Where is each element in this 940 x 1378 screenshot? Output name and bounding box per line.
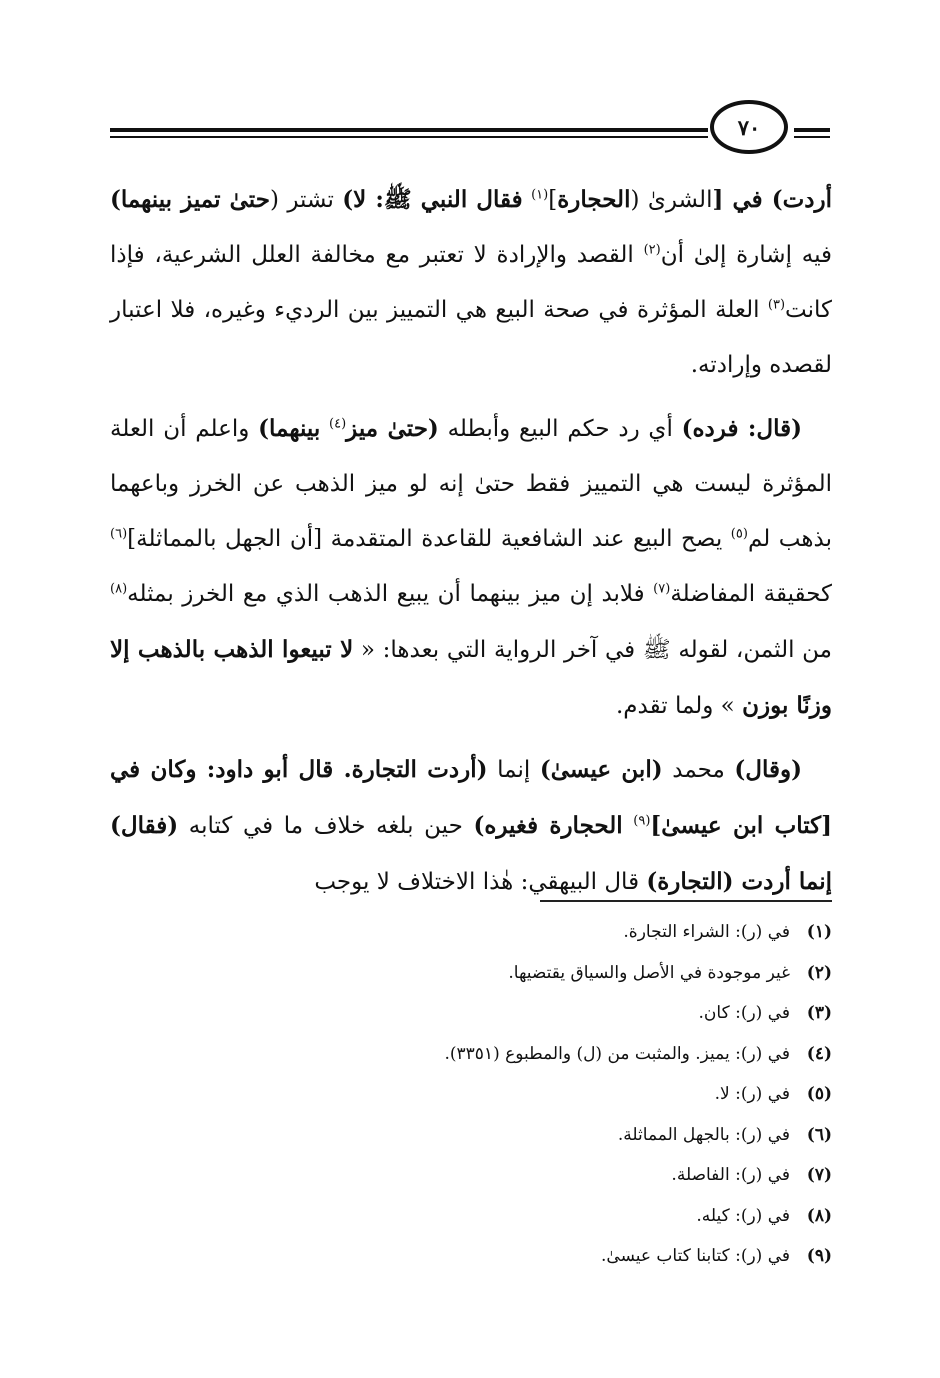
paragraph	[110, 401, 832, 734]
header-rule-thin	[110, 136, 708, 138]
hadith-text: لا تبيعوا الذهب بالذهب إلا وزنًا بوزن	[110, 636, 832, 719]
commentary-text: إنما	[487, 757, 540, 783]
footnote-number: (٨)	[806, 1205, 832, 1226]
hadith-text: فقال النبي ﷺ: لا)	[342, 186, 523, 213]
paragraph	[110, 742, 832, 910]
hadith-text: بينهما)	[258, 415, 321, 442]
footnote-number: (٣)	[806, 1003, 832, 1023]
hadith-text: الحجارة	[557, 186, 631, 213]
page-number-badge	[710, 100, 788, 154]
footnote-marker: (١)	[531, 187, 549, 203]
footnotes-list	[110, 912, 832, 1277]
footnote-item	[110, 1155, 832, 1196]
commentary-text: أي رد حكم البيع وأبطله	[438, 416, 682, 442]
footnote-marker: (٤)	[329, 416, 347, 432]
commentary-text	[623, 813, 634, 839]
footnote-text: في (ر): الفاصلة.	[671, 1165, 790, 1185]
commentary-text: القصد والإرادة لا تعتبر مع مخالفة العلل الشرعية، فإذا كانت	[110, 242, 832, 323]
footnote-text: في (ر): لا.	[714, 1084, 790, 1104]
hadith-text: حتىٰ تميز بينهما)	[110, 186, 270, 213]
footnote-marker: (٨)	[110, 581, 128, 597]
header-rule-right-thin	[794, 136, 830, 138]
footnote-item	[110, 953, 832, 994]
hadith-text: الحجارة فغيره)	[473, 812, 623, 839]
commentary-text: ]	[548, 187, 558, 213]
commentary-text: الشرىٰ (	[630, 187, 713, 213]
footnote-text: في (ر): كان.	[698, 1003, 790, 1023]
hadith-text: (فقال) إنما أردت (التجارة)	[110, 812, 832, 895]
commentary-text: » ولما تقدم.	[615, 693, 743, 719]
hadith-text: (حتىٰ ميز	[346, 415, 439, 442]
commentary-text: واعلم أن العلة المؤثرة ليست هي التمييز فقط حتىٰ إنه لو ميز الذهب عن الخرز وباعهما بذهب لم	[110, 416, 832, 552]
footnote-item	[110, 1196, 832, 1237]
commentary-text: حين بلغه خلاف ما في كتابه	[178, 813, 474, 839]
footnote-text: في (ر): كتابنا كتاب عيسىٰ.	[601, 1246, 790, 1266]
footnote-text: في (ر): الشراء التجارة.	[623, 922, 790, 942]
footnote-text: غير موجودة في الأصل والسياق يقتضيها.	[508, 962, 790, 983]
commentary-text: فيه إشارة إلىٰ أن	[660, 242, 833, 268]
footnote-separator	[540, 900, 832, 902]
footnote-item	[110, 1115, 832, 1156]
commentary-text: كحقيقة المفاضلة	[670, 581, 832, 607]
hadith-text: أردت) في [	[712, 186, 832, 213]
commentary-text: قال البيهقي: هٰذا الاختلاف لا يوجب	[314, 869, 647, 895]
footnote-item	[110, 912, 832, 953]
hadith-text: (أردت التجارة. قال أبو داود: وكان في [كتاب ابن عيسىٰ]	[110, 756, 833, 839]
commentary-text: من الثمن، لقوله ﷺ في آخر الرواية التي بعدها: «	[353, 637, 832, 663]
header-rule-right-thick	[794, 128, 830, 132]
footnote-item	[110, 1236, 832, 1277]
footnote-number: (٢)	[806, 962, 832, 983]
footnote-number: (٥)	[806, 1084, 832, 1104]
page-number: ٧٠	[737, 114, 761, 140]
footnote-text: في (ر): كيله.	[696, 1205, 790, 1226]
footnote-marker: (٥)	[730, 526, 748, 542]
footnote-item	[110, 993, 832, 1034]
main-text	[110, 172, 832, 918]
footnote-number: (٧)	[806, 1165, 832, 1185]
commentary-text	[320, 416, 329, 442]
footnote-text: في (ر): يميز. والمثبت من (ل) والمطبوع (٣٣٥١).	[444, 1043, 790, 1064]
commentary-text	[523, 187, 531, 213]
footnote-text: في (ر): بالجهل المماثلة.	[617, 1124, 790, 1145]
footnote-item	[110, 1034, 832, 1075]
hadith-text: (قال: فرده)	[681, 415, 803, 442]
commentary-text: فلابد إن ميز بينهما أن يبيع الذهب الذي مع الخرز بمثله	[127, 581, 654, 607]
hadith-text: (ابن عيسىٰ)	[539, 756, 663, 783]
footnote-marker: (٧)	[653, 581, 671, 597]
footnote-number: (٦)	[806, 1124, 832, 1145]
footnote-marker: (٣)	[767, 297, 786, 313]
page-header	[110, 112, 830, 162]
footnote-marker: (٩)	[633, 813, 651, 829]
commentary-text: العلة المؤثرة في صحة البيع هي التمييز بين الرديء وغيره، فلا اعتبار لقصده وإرادته.	[110, 297, 832, 378]
header-rule-thick	[110, 128, 708, 132]
paragraph	[110, 172, 832, 393]
commentary-text: تشتر (	[269, 187, 343, 213]
footnote-number: (١)	[806, 922, 832, 942]
footnote-number: (٩)	[806, 1246, 832, 1266]
footnote-item	[110, 1074, 832, 1115]
commentary-text: محمد	[662, 757, 735, 783]
footnote-marker: (٢)	[643, 242, 661, 258]
footnote-marker: (٦)	[110, 526, 128, 542]
footnote-number: (٤)	[806, 1043, 832, 1064]
commentary-text: يصح البيع عند الشافعية للقاعدة المتقدمة [أن الجهل بالمماثلة]	[127, 526, 731, 552]
hadith-text: (وقال)	[734, 756, 802, 783]
